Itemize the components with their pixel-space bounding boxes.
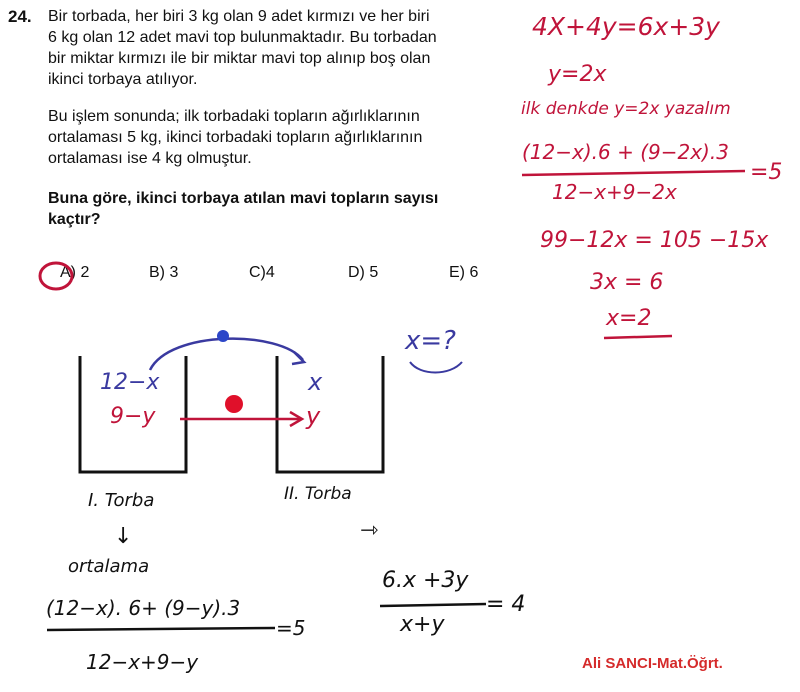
question-number: 24. bbox=[8, 7, 32, 26]
bag-2-label: II. Torba bbox=[284, 484, 352, 504]
answer-circle-mark bbox=[40, 263, 72, 289]
question-line: ortalaması ise 4 kg olmuştur. bbox=[48, 150, 252, 167]
hw-equation-4: 3x = 6 bbox=[590, 270, 664, 295]
hw-fraction-denominator: 12−x+9−2x bbox=[552, 180, 677, 204]
bottom-fraction-rhs: =5 bbox=[276, 616, 306, 640]
hw-equation-2: y=2x bbox=[548, 62, 607, 87]
option-c[interactable]: C)4 bbox=[249, 264, 275, 281]
fraction-bar-top-right bbox=[522, 171, 745, 175]
hw-fraction-rhs: =5 bbox=[750, 160, 783, 185]
bag-1-label: I. Torba bbox=[88, 490, 155, 511]
question-line: bir miktar kırmızı ile bir miktar mavi top alınıp boş olan bbox=[48, 50, 431, 67]
hw-fraction-numerator: (12−x).6 + (9−2x).3 bbox=[522, 140, 729, 164]
bag-1-red-count: 9−y bbox=[110, 404, 156, 429]
option-a[interactable]: A) 2 bbox=[60, 264, 90, 281]
hw-note: ilk denkde y=2x yazalım bbox=[521, 99, 731, 119]
fraction-bar-bottom-left bbox=[47, 628, 275, 630]
answer-underline bbox=[604, 336, 672, 338]
question-line: 6 kg olan 12 adet mavi top bulunmaktadır. Bu torbadan bbox=[48, 29, 437, 46]
average-word: ortalama bbox=[68, 556, 150, 577]
down-arrow-icon: ↓ bbox=[114, 524, 133, 549]
right-fraction-rhs: = 4 bbox=[486, 592, 526, 617]
hw-unknown: x=? bbox=[405, 326, 456, 356]
unknown-curl bbox=[410, 362, 462, 373]
fraction-bar-bottom-right bbox=[380, 604, 486, 606]
author-credit: Ali SANCI-Mat.Öğrt. bbox=[582, 655, 723, 672]
question-line: ortalaması 5 kg, ikinci torbadaki topların ağırlıklarının bbox=[48, 129, 423, 146]
question-line: Bu işlem sonunda; ilk torbadaki topların ağırlıklarının bbox=[48, 108, 420, 125]
bag-2-red-count: y bbox=[306, 402, 321, 430]
option-d[interactable]: D) 5 bbox=[348, 264, 379, 281]
red-ball bbox=[225, 395, 243, 413]
bottom-fraction-denominator: 12−x+9−y bbox=[86, 650, 199, 674]
right-fraction-denominator: x+y bbox=[400, 612, 445, 637]
right-fraction-numerator: 6.x +3y bbox=[382, 568, 469, 593]
hw-equation-1: 4X+4y=6x+3y bbox=[532, 12, 720, 41]
option-b[interactable]: B) 3 bbox=[149, 264, 179, 281]
hw-answer: x=2 bbox=[606, 306, 652, 331]
bottom-fraction-numerator: (12−x). 6+ (9−y).3 bbox=[46, 596, 241, 620]
option-e[interactable]: E) 6 bbox=[449, 264, 479, 281]
bag-1-blue-count: 12−x bbox=[100, 370, 160, 395]
blue-ball bbox=[217, 330, 229, 342]
question-line: ikinci torbaya atılıyor. bbox=[48, 71, 198, 88]
question-line: Bir torbada, her biri 3 kg olan 9 adet kırmızı ve her biri bbox=[48, 8, 430, 25]
question-line: Buna göre, ikinci torbaya atılan mavi topların sayısı bbox=[48, 190, 439, 207]
bag-2-blue-count: x bbox=[308, 368, 323, 396]
blue-transfer-arrow bbox=[150, 339, 303, 370]
question-line: kaçtır? bbox=[48, 211, 101, 228]
hw-equation-3: 99−12x = 105 −15x bbox=[540, 228, 769, 253]
right-arrow-icon: ⇾ bbox=[360, 518, 379, 543]
